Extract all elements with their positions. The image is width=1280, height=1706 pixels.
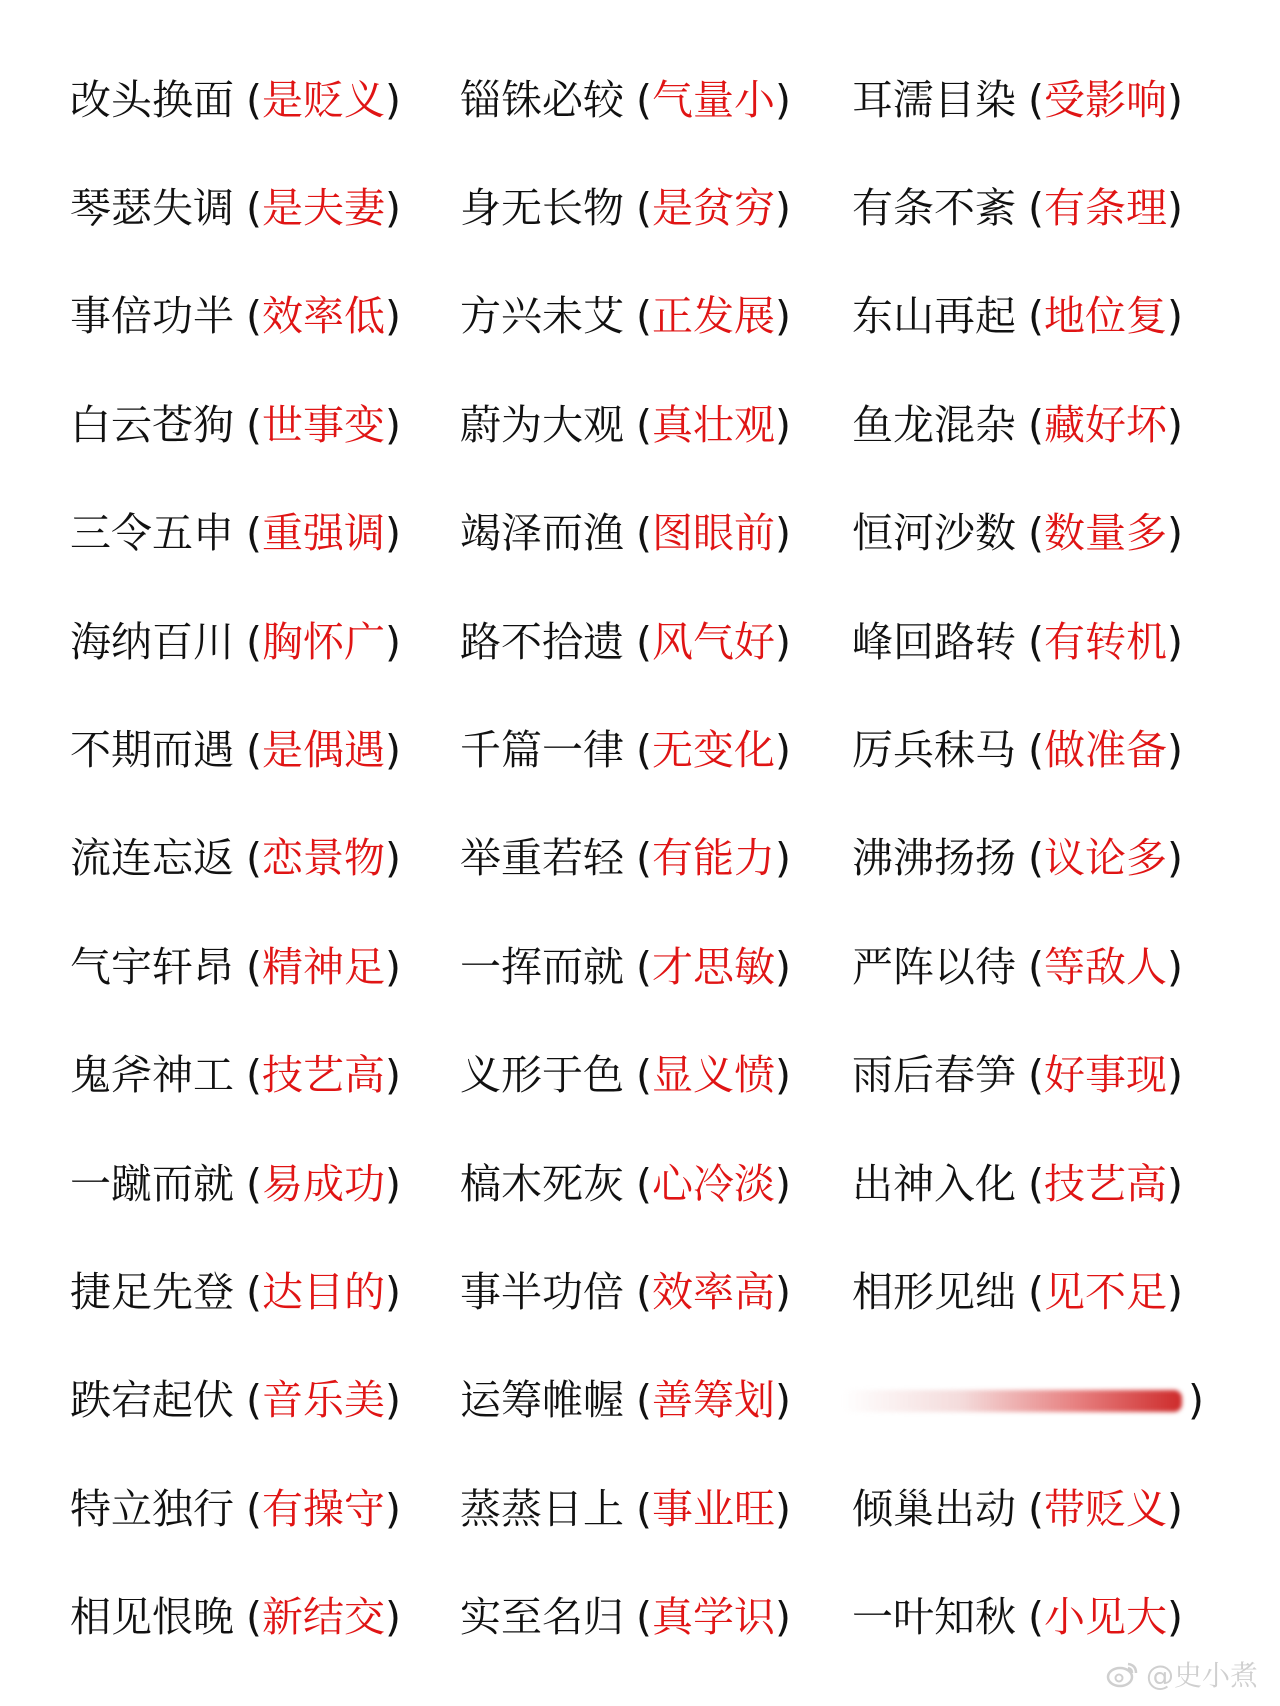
row-margin [0,1238,70,1346]
paren-open: ( [246,1159,262,1208]
idiom-entry [460,46,852,154]
meaning-text: 技艺高 [1044,1159,1167,1208]
idiom-entry [460,1238,852,1346]
paren-open: ( [636,942,652,991]
paren-open: ( [1028,75,1044,124]
paren-open: ( [1028,1159,1044,1208]
watermark [1106,1654,1258,1694]
idiom-entry [852,1455,1280,1563]
idiom-entry [852,1130,1280,1238]
row-margin [0,805,70,913]
row-margin [0,1347,70,1455]
idiom-entry [460,1455,852,1563]
idiom-entry [70,1130,460,1238]
idiom-text: 路不拾遗 [460,617,624,666]
idiom-entry [460,480,852,588]
idiom-entry [852,696,1280,804]
meaning-text: 心冷淡 [652,1159,775,1208]
idiom-text: 举重若轻 [460,834,624,883]
paren-close: ) [1167,834,1183,883]
watermark-text: @史小煮 [1145,1659,1258,1692]
row-margin [0,263,70,371]
idiom-text: 特立独行 [70,1484,234,1533]
idiom-entry [70,154,460,262]
idiom-entry [70,1455,460,1563]
meaning-text: 数量多 [1044,509,1167,558]
paren-open: ( [636,509,652,558]
paren-open: ( [1028,292,1044,341]
idiom-text: 三令五申 [70,509,234,558]
idiom-entry [852,913,1280,1021]
paren-close: ) [1167,509,1183,558]
paren-open: ( [1028,1593,1044,1642]
idiom-entry [852,371,1280,479]
paren-open: ( [636,1267,652,1316]
paren-close: ) [775,509,791,558]
paren-close: ) [1167,1159,1183,1208]
idiom-text: 气宇轩昂 [70,942,234,991]
idiom-text: 跌宕起伏 [70,1376,234,1425]
paren-close: ) [385,1051,401,1100]
idiom-text: 耳濡目染 [852,75,1016,124]
paren-close: ) [1167,400,1183,449]
paren-close: ) [775,1376,791,1425]
meaning-text: 图眼前 [652,509,775,558]
paren-close: ) [775,834,791,883]
idiom-text: 沸沸扬扬 [852,834,1016,883]
paren-open: ( [636,1593,652,1642]
idiom-entry [852,154,1280,262]
paren-open: ( [1028,1484,1044,1533]
meaning-text: 易成功 [262,1159,385,1208]
meaning-text: 无变化 [652,726,775,775]
idiom-text: 鱼龙混杂 [852,400,1016,449]
idiom-entry [852,805,1280,913]
paren-open: ( [636,1159,652,1208]
idiom-entry [852,480,1280,588]
paren-open: ( [246,75,262,124]
meaning-text: 等敌人 [1044,942,1167,991]
idiom-text: 一叶知秋 [852,1593,1016,1642]
paren-close: ) [775,1051,791,1100]
row-margin [0,1130,70,1238]
meaning-text: 有转机 [1044,617,1167,666]
meaning-text: 才思敏 [652,942,775,991]
paren-close: ) [775,617,791,666]
blurred-redaction [842,1390,1182,1412]
paren-open: ( [246,1484,262,1533]
paren-open: ( [246,1376,262,1425]
meaning-text: 有能力 [652,834,775,883]
paren-open: ( [246,509,262,558]
paren-close: ) [385,1593,401,1642]
paren-open: ( [246,1593,262,1642]
idiom-entry [852,588,1280,696]
paren-close: ) [385,184,401,233]
idiom-text: 出神入化 [852,1159,1016,1208]
idiom-entry [460,371,852,479]
idiom-entry [70,588,460,696]
meaning-text: 有条理 [1044,184,1167,233]
paren-open: ( [636,1051,652,1100]
paren-open: ( [1028,1051,1044,1100]
idiom-entry [852,263,1280,371]
meaning-text: 显义愤 [652,1051,775,1100]
paren-close: ) [1167,942,1183,991]
meaning-text: 是夫妻 [262,184,385,233]
row-margin [0,154,70,262]
paren-open: ( [246,1051,262,1100]
paren-open: ( [246,617,262,666]
idiom-text: 鬼斧神工 [70,1051,234,1100]
paren-close: ) [775,1484,791,1533]
paren-open: ( [1028,617,1044,666]
paren-close: ) [385,400,401,449]
idiom-entry [70,1022,460,1130]
idiom-entry [460,1347,852,1455]
paren-open: ( [1028,942,1044,991]
paren-close: ) [385,1484,401,1533]
meaning-text: 事业旺 [652,1484,775,1533]
paren-open: ( [636,726,652,775]
idiom-text: 不期而遇 [70,726,234,775]
meaning-text: 恋景物 [262,834,385,883]
meaning-text: 议论多 [1044,834,1167,883]
idiom-text: 一挥而就 [460,942,624,991]
paren-open: ( [636,1484,652,1533]
paren-close: ) [1167,1267,1183,1316]
idiom-text: 事倍功半 [70,292,234,341]
paren-open: ( [246,184,262,233]
paren-close: ) [1167,75,1183,124]
idiom-text: 改头换面 [70,75,234,124]
idiom-entry [852,1347,1280,1455]
idiom-text: 锱铢必较 [460,75,624,124]
meaning-text: 有操守 [262,1484,385,1533]
idiom-text: 倾巢出动 [852,1484,1016,1533]
paren-open: ( [1028,509,1044,558]
paren-open: ( [636,400,652,449]
idiom-text: 义形于色 [460,1051,624,1100]
paren-close: ) [385,1376,401,1425]
idiom-entry [852,46,1280,154]
paren-close: ) [1167,1051,1183,1100]
paren-close: ) [385,1159,401,1208]
paren-open: ( [1028,400,1044,449]
idiom-text: 事半功倍 [460,1267,624,1316]
paren-open: ( [636,617,652,666]
paren-open: ( [636,75,652,124]
meaning-text: 精神足 [262,942,385,991]
meaning-text: 小见大 [1044,1593,1167,1642]
idiom-text: 身无长物 [460,184,624,233]
meaning-text: 效率高 [652,1267,775,1316]
paren-close: ) [385,834,401,883]
meaning-text: 藏好坏 [1044,400,1167,449]
meaning-text: 正发展 [652,292,775,341]
paren-close: ) [775,75,791,124]
idiom-entry [460,154,852,262]
paren-close: ) [775,292,791,341]
paren-close: ) [775,726,791,775]
paren-close: ) [1167,1593,1183,1642]
meaning-text: 地位复 [1044,292,1167,341]
idiom-entry [70,480,460,588]
paren-close: ) [775,184,791,233]
meaning-text: 胸怀广 [262,617,385,666]
paren-open: ( [246,726,262,775]
paren-close: ) [775,1267,791,1316]
meaning-text: 技艺高 [262,1051,385,1100]
idiom-text: 白云苍狗 [70,400,234,449]
meaning-text: 达目的 [262,1267,385,1316]
paren-close: ) [385,726,401,775]
idiom-entry [460,1130,852,1238]
paren-open: ( [1028,726,1044,775]
paren-close: ) [1188,1376,1204,1425]
paren-open: ( [1028,1267,1044,1316]
idiom-text: 恒河沙数 [852,509,1016,558]
meaning-text: 气量小 [652,75,775,124]
paren-close: ) [1167,1484,1183,1533]
idiom-text: 捷足先登 [70,1267,234,1316]
meaning-text: 真壮观 [652,400,775,449]
paren-open: ( [636,184,652,233]
meaning-text: 音乐美 [262,1376,385,1425]
paren-close: ) [385,1267,401,1316]
paren-close: ) [1167,617,1183,666]
idiom-entry [460,588,852,696]
idiom-text: 厉兵秣马 [852,726,1016,775]
idiom-text: 相形见绌 [852,1267,1016,1316]
meaning-text: 是偶遇 [262,726,385,775]
paren-close: ) [1167,184,1183,233]
meaning-text: 善筹划 [652,1376,775,1425]
idiom-text: 严阵以待 [852,942,1016,991]
idiom-entry [460,696,852,804]
idiom-entry [852,1238,1280,1346]
idiom-entry [70,913,460,1021]
row-margin [0,588,70,696]
idiom-grid [0,46,1280,1672]
row-margin [0,480,70,588]
idiom-entry [70,1238,460,1346]
paren-open: ( [636,292,652,341]
idiom-text: 琴瑟失调 [70,184,234,233]
meaning-text: 好事现 [1044,1051,1167,1100]
paren-open: ( [246,834,262,883]
meaning-text: 效率低 [262,292,385,341]
idiom-text: 东山再起 [852,292,1016,341]
idiom-text: 竭泽而渔 [460,509,624,558]
meaning-text: 做准备 [1044,726,1167,775]
meaning-text: 带贬义 [1044,1484,1167,1533]
paren-open: ( [246,292,262,341]
idiom-text: 实至名归 [460,1593,624,1642]
paren-open: ( [1028,834,1044,883]
idiom-entry [460,805,852,913]
paren-open: ( [246,1267,262,1316]
idiom-entry [70,371,460,479]
meaning-text: 风气好 [652,617,775,666]
idiom-text: 方兴未艾 [460,292,624,341]
paren-close: ) [1167,726,1183,775]
weibo-logo-icon [1106,1660,1140,1688]
paren-close: ) [775,1159,791,1208]
paren-close: ) [385,509,401,558]
idiom-text: 有条不紊 [852,184,1016,233]
paren-open: ( [636,834,652,883]
idiom-entry [852,1022,1280,1130]
idiom-text: 雨后春笋 [852,1051,1016,1100]
row-margin [0,371,70,479]
paren-open: ( [246,400,262,449]
idiom-entry [460,913,852,1021]
idiom-text: 一蹴而就 [70,1159,234,1208]
row-margin [0,1022,70,1130]
idiom-text: 峰回路转 [852,617,1016,666]
paren-close: ) [775,1593,791,1642]
paren-close: ) [775,400,791,449]
idiom-entry [460,1022,852,1130]
row-margin [0,913,70,1021]
idiom-entry [70,46,460,154]
idiom-text: 蔚为大观 [460,400,624,449]
idiom-text: 千篇一律 [460,726,624,775]
meaning-text: 是贫穷 [652,184,775,233]
row-margin [0,46,70,154]
idiom-text: 蒸蒸日上 [460,1484,624,1533]
paren-open: ( [636,1376,652,1425]
meaning-text: 新结交 [262,1593,385,1642]
meaning-text: 重强调 [262,509,385,558]
meaning-text: 见不足 [1044,1267,1167,1316]
meaning-text: 真学识 [652,1593,775,1642]
paren-close: ) [385,942,401,991]
paren-close: ) [385,617,401,666]
idiom-entry [70,696,460,804]
idiom-entry [460,263,852,371]
idiom-text: 相见恨晚 [70,1593,234,1642]
idiom-entry [70,263,460,371]
paren-close: ) [385,292,401,341]
paren-open: ( [246,942,262,991]
paren-close: ) [775,942,791,991]
row-margin [0,1455,70,1563]
idiom-text: 槁木死灰 [460,1159,624,1208]
paren-close: ) [1167,292,1183,341]
idiom-entry [70,805,460,913]
idiom-text: 运筹帷幄 [460,1376,624,1425]
paren-open: ( [1028,184,1044,233]
idiom-entry [70,1563,460,1671]
idiom-text: 流连忘返 [70,834,234,883]
row-margin [0,696,70,804]
meaning-text: 是贬义 [262,75,385,124]
idiom-entry [460,1563,852,1671]
meaning-text: 世事变 [262,400,385,449]
idiom-text: 海纳百川 [70,617,234,666]
row-margin [0,1563,70,1671]
paren-close: ) [385,75,401,124]
idiom-entry [70,1347,460,1455]
meaning-text: 受影响 [1044,75,1167,124]
